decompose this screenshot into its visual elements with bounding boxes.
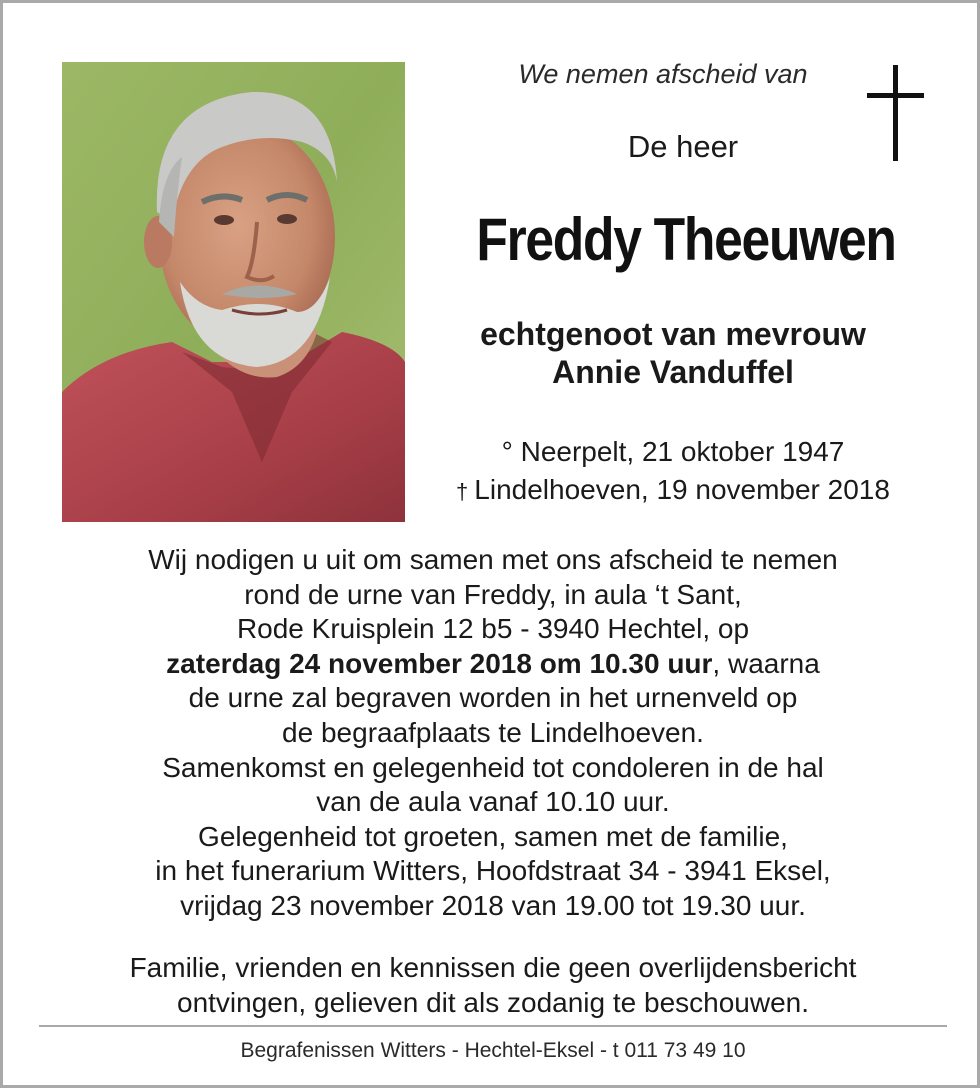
portrait-photo (62, 62, 405, 522)
closing-line: Familie, vrienden en kennissen die geen overlijdensbericht (129, 952, 857, 983)
body-line: de urne zal begraven worden in het urnenveld op (188, 682, 798, 714)
body-line: Rode Kruisplein 12 b5 - 3940 Hechtel, op (236, 613, 750, 645)
birth-text: Neerpelt, 21 oktober 1947 (520, 436, 845, 467)
body-line: de begraafplaats te Lindelhoeven. (282, 716, 704, 748)
life-dates (423, 433, 923, 511)
ceremony-datetime: zaterdag 24 november 2018 om 10.30 uur (166, 647, 713, 679)
body-line-rest: , waarna (712, 647, 820, 679)
body-line: rond de urne van Freddy, in aula ‘t Sant, (244, 578, 742, 610)
death-text: Lindelhoeven, 19 november 2018 (474, 474, 890, 505)
intro-text: We nemen afscheid van (518, 59, 808, 89)
birth-symbol: ° (501, 436, 513, 467)
death-date (423, 471, 923, 511)
body-line: Wij nodigen u uit om samen met ons afscheid te nemen (148, 544, 838, 575)
divider (39, 1025, 947, 1027)
dagger-icon: † (456, 479, 469, 504)
spouse-name: Annie Vanduffel (552, 354, 794, 390)
deceased-name: Freddy Theeuwen (476, 206, 896, 273)
body-line: vrijdag 23 november 2018 van 19.00 tot 19.30 uur. (180, 889, 806, 921)
spouse-info (423, 315, 923, 391)
title-text: De heer (627, 129, 739, 164)
body-line: Gelegenheid tot groeten, samen met de familie, (198, 820, 788, 852)
closing-text (43, 950, 943, 1020)
body-line: in het funerarium Witters, Hoofdstraat 34 - 3941 Eksel, (155, 855, 831, 887)
spouse-line-1: echtgenoot van mevrouw (480, 316, 866, 352)
funeral-home-footer: Begrafenissen Witters - Hechtel-Eksel - t 011 73 49 10 (240, 1039, 746, 1062)
body-line: Samenkomst en gelegenheid tot condoleren in de hal (162, 751, 824, 783)
birth-date (423, 433, 923, 471)
closing-line: ontvingen, gelieven dit als zodanig te beschouwen. (177, 987, 809, 1018)
body-line: van de aula vanaf 10.10 uur. (316, 786, 670, 818)
invitation-text (43, 543, 943, 924)
body-line (43, 647, 943, 682)
